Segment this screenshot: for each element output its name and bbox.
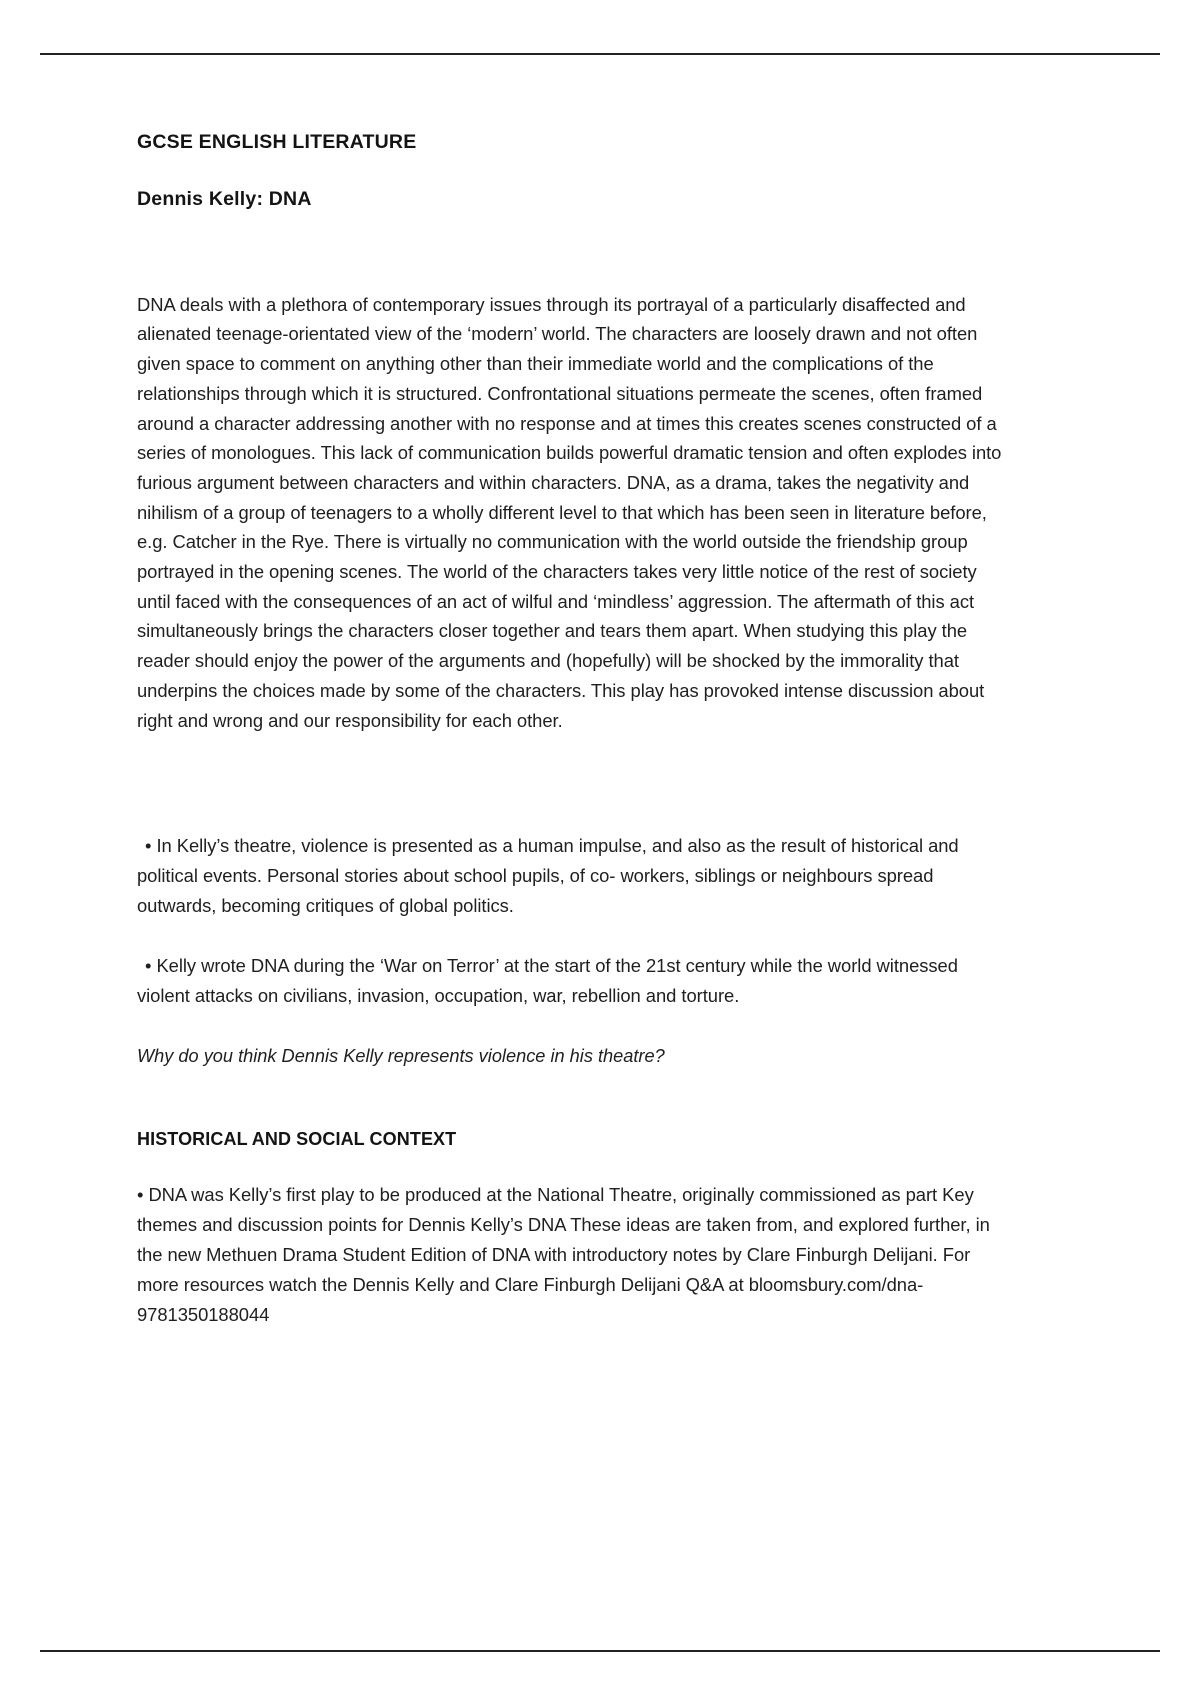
spacer-after-section-heading <box>137 1150 1007 1180</box>
intro-paragraph: DNA deals with a plethora of contemporary issues through its portrayal of a particularly disaffected and alienated teenage-orientated view of the ‘modern’ world. The characters are loosely drawn and not often given space to comment on anything other than their immediate world and the complications of the relationships through which it is structured. Confrontational situations permeate the scenes, often framed around a character addressing another with no response and at times this creates scenes constructed of a series of monologues. This lack of communication builds powerful dramatic tension and often explodes into furious argument between characters and within characters. DNA, as a drama, takes the negativity and nihilism of a group of teenagers to a wholly different level to that which has been seen in literature before, e.g. Catcher in the Rye. There is virtually no communication with the world outside the friendship group portrayed in the opening scenes. The world of the characters takes very little notice of the rest of society until faced with the consequences of an act of wilful and ‘mindless’ aggression. The aftermath of this act simultaneously brings the characters closer together and tears them apart. When studying this play the reader should enjoy the power of the arguments and (hopefully) will be shocked by the immorality that underpins the choices made by some of the characters. This play has provoked intense discussion about right and wrong and our responsibility for each other. <box>137 293 1002 731</box>
document-content <box>137 130 1007 1330</box>
spacer-between-bullets <box>137 921 1007 951</box>
spacer-before-bullets <box>137 735 1007 831</box>
section-heading-historical-social-context: HISTORICAL AND SOCIAL CONTEXT <box>137 1129 457 1150</box>
list-item: • In Kelly’s theatre, violence is presented as a human impulse, and also as the result of historical and political events. Personal stories about school pupils, of co- workers, siblings or neighbours spread outwards, becoming critiques of global politics. <box>137 835 959 917</box>
spacer-before-section-heading <box>137 1071 1007 1129</box>
discussion-question: Why do you think Dennis Kelly represents violence in his theatre? <box>137 1046 665 1067</box>
page-top-divider <box>40 53 1160 55</box>
context-paragraph: • DNA was Kelly’s first play to be produced at the National Theatre, originally commissioned as part Key themes and discussion points for Dennis Kelly’s DNA These ideas are taken from, and explored further, in the new Methuen Drama Student Edition of DNA with introductory notes by Clare Finburgh Delijani. For more resources watch the Dennis Kelly and Clare Finburgh Delijani Q&A at bloomsbury.com/dna-9781350188044 <box>137 1184 990 1326</box>
spacer-after-subtitle <box>137 212 1007 290</box>
document-subtitle: Dennis Kelly: DNA <box>137 188 312 211</box>
spacer-before-question <box>137 1011 1007 1041</box>
page-title: GCSE ENGLISH LITERATURE <box>137 131 417 153</box>
list-item: • Kelly wrote DNA during the ‘War on Terror’ at the start of the 21st century while the world witnessed violent attacks on civilians, invasion, occupation, war, rebellion and torture. <box>137 955 958 1007</box>
page-bottom-divider <box>40 1650 1160 1652</box>
